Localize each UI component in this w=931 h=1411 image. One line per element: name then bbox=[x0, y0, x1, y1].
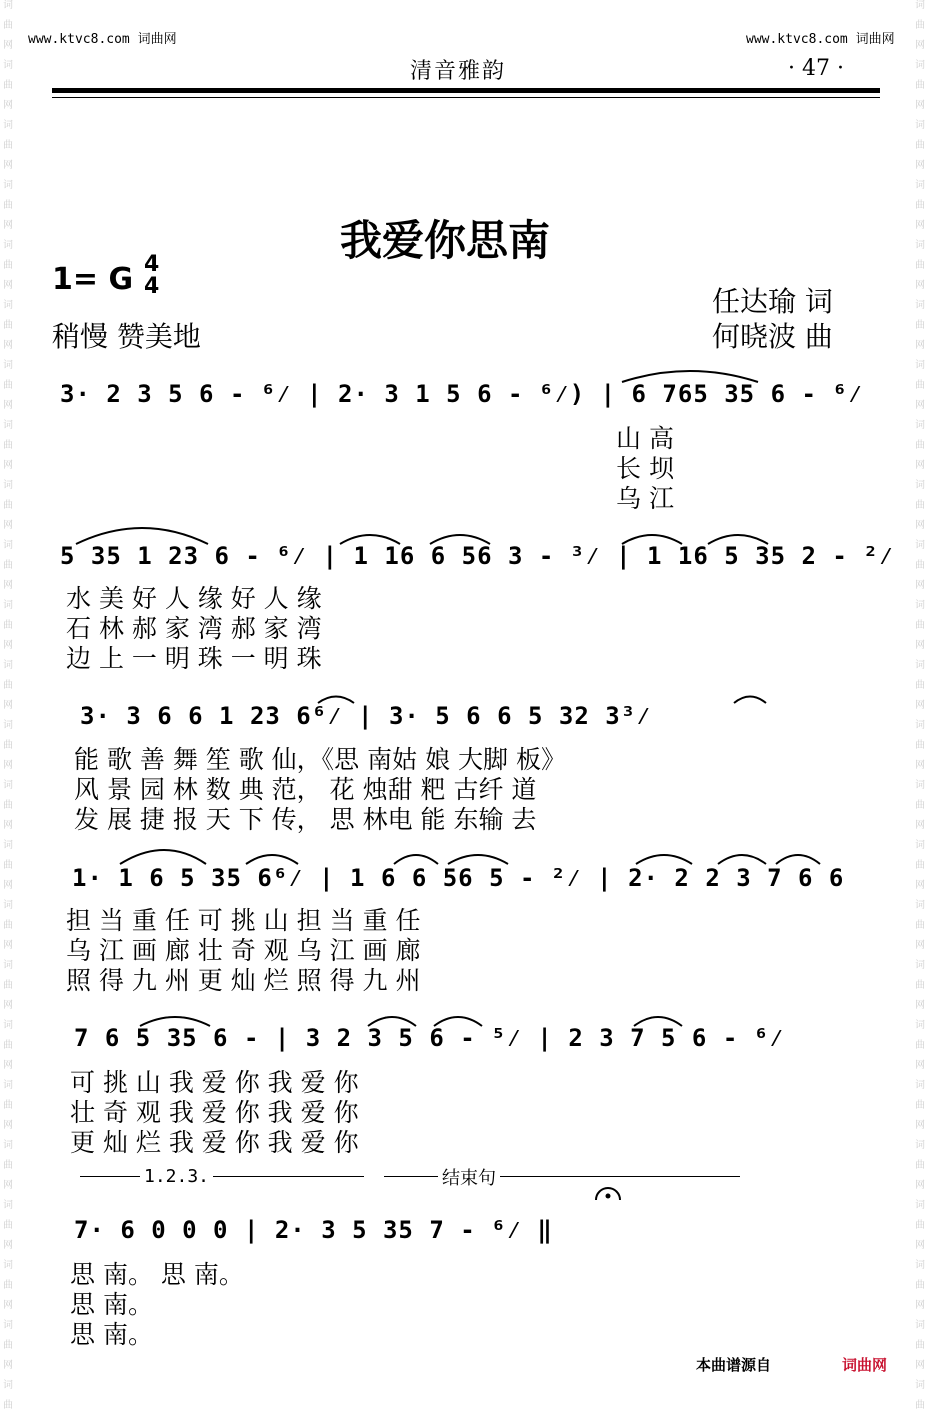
lyric-verse-1: 水 美 好 人 缘 好 人 缘 bbox=[66, 584, 322, 613]
watermark-glyph: 词 bbox=[3, 1020, 13, 1031]
key-signature: 1= G bbox=[52, 262, 134, 297]
watermark-glyph: 词 bbox=[915, 840, 925, 851]
watermark-glyph: 网 bbox=[3, 40, 13, 51]
watermark-glyph: 网 bbox=[3, 880, 13, 891]
watermark-glyph: 网 bbox=[915, 100, 925, 111]
watermark-glyph: 曲 bbox=[915, 1400, 925, 1411]
watermark-glyph: 曲 bbox=[3, 500, 13, 511]
watermark-glyph: 网 bbox=[3, 220, 13, 231]
watermark-glyph: 曲 bbox=[915, 800, 925, 811]
watermark-glyph: 曲 bbox=[915, 1040, 925, 1051]
watermark-glyph: 曲 bbox=[915, 140, 925, 151]
watermark-glyph: 曲 bbox=[3, 1040, 13, 1051]
watermark-glyph: 网 bbox=[915, 820, 925, 831]
book-title: 清音雅韵 bbox=[410, 59, 507, 84]
notation-line-3: 3· 3 6 6 1 23 6⁶⁄ | 3· 5 6 6 5 32 3³⁄ bbox=[80, 702, 652, 730]
watermark-glyph: 词 bbox=[915, 720, 925, 731]
watermark-glyph: 曲 bbox=[915, 440, 925, 451]
lyric-verse-3: 更 灿 烂 我 爱 你 我 爱 你 bbox=[70, 1128, 359, 1157]
lyrics-line-1 bbox=[616, 424, 674, 514]
notation-line-1: 3· 2 3 5 6 - ⁶⁄ | 2· 3 1 5 6 - ⁶⁄) | 6 765 35 6 - ⁶⁄ bbox=[60, 380, 864, 408]
watermark-glyph: 曲 bbox=[3, 380, 13, 391]
watermark-glyph: 曲 bbox=[3, 680, 13, 691]
watermark-glyph: 曲 bbox=[3, 140, 13, 151]
watermark-glyph: 词 bbox=[3, 720, 13, 731]
watermark-glyph: 网 bbox=[915, 640, 925, 651]
lyric-verse-3: 发 展 捷 报 天 下 传， 思 林电 能 东输 去 bbox=[74, 805, 537, 834]
url-left: www.ktvc8.com 词曲网 bbox=[28, 32, 177, 47]
lyric-verse-3: 照 得 九 州 更 灿 烂 照 得 九 州 bbox=[66, 966, 421, 995]
lyric-verse-2: 思 南。 bbox=[70, 1290, 153, 1319]
watermark-glyph: 曲 bbox=[915, 980, 925, 991]
watermark-glyph: 曲 bbox=[3, 1340, 13, 1351]
watermark-glyph: 词 bbox=[3, 960, 13, 971]
source-note: 本曲谱源自 bbox=[696, 1356, 772, 1374]
page-number: · 47 · bbox=[788, 56, 844, 81]
watermark-glyph: 曲 bbox=[915, 680, 925, 691]
watermark-glyph: 曲 bbox=[3, 920, 13, 931]
watermark-glyph: 词 bbox=[915, 240, 925, 251]
lyric-verse-2: 石 林 郝 家 湾 郝 家 湾 bbox=[66, 614, 322, 643]
watermark-glyph: 网 bbox=[915, 340, 925, 351]
time-signature-top: 4 bbox=[144, 252, 160, 277]
watermark-glyph: 词 bbox=[915, 1380, 925, 1391]
lyric-verse-3: 思 南。 bbox=[70, 1320, 153, 1349]
watermark-glyph: 词 bbox=[915, 1080, 925, 1091]
watermark-glyph: 词 bbox=[3, 1260, 13, 1271]
watermark-glyph: 词 bbox=[915, 1320, 925, 1331]
watermark-glyph: 曲 bbox=[3, 740, 13, 751]
watermark-glyph: 曲 bbox=[915, 260, 925, 271]
watermark-glyph: 词 bbox=[3, 240, 13, 251]
url-right: www.ktvc8.com 词曲网 bbox=[746, 32, 895, 47]
watermark-glyph: 词 bbox=[3, 1320, 13, 1331]
brand-link[interactable]: 词曲网 bbox=[842, 1356, 888, 1374]
watermark-glyph: 网 bbox=[3, 820, 13, 831]
watermark-glyph: 网 bbox=[3, 580, 13, 591]
watermark-glyph: 词 bbox=[915, 60, 925, 71]
watermark-glyph: 词 bbox=[3, 120, 13, 131]
watermark-glyph: 曲 bbox=[915, 320, 925, 331]
lyric-verse-3: 乌 江 bbox=[616, 484, 674, 513]
watermark-glyph: 词 bbox=[915, 360, 925, 371]
watermark-glyph: 词 bbox=[3, 780, 13, 791]
watermark-glyph: 网 bbox=[915, 40, 925, 51]
watermark-glyph: 曲 bbox=[915, 1340, 925, 1351]
watermark-glyph: 词 bbox=[3, 900, 13, 911]
watermark-glyph: 词 bbox=[915, 1020, 925, 1031]
watermark-glyph: 词 bbox=[3, 1380, 13, 1391]
watermark-glyph: 网 bbox=[3, 1060, 13, 1071]
lyrics-line-5 bbox=[70, 1068, 359, 1158]
watermark-glyph: 词 bbox=[3, 180, 13, 191]
watermark-glyph: 曲 bbox=[915, 860, 925, 871]
watermark-glyph: 网 bbox=[915, 580, 925, 591]
watermark-glyph: 词 bbox=[915, 300, 925, 311]
watermark-glyph: 网 bbox=[915, 1060, 925, 1071]
watermark-glyph: 网 bbox=[915, 1240, 925, 1251]
watermark-glyph: 词 bbox=[915, 1260, 925, 1271]
watermark-glyph: 曲 bbox=[915, 920, 925, 931]
time-signature-bottom: 4 bbox=[144, 274, 160, 299]
watermark-glyph: 网 bbox=[915, 460, 925, 471]
lyric-verse-2: 风 景 园 林 数 典 范， 花 烛甜 粑 古纤 道 bbox=[74, 775, 537, 804]
first-ending-label: 1.2.3. bbox=[140, 1166, 213, 1187]
watermark-glyph: 网 bbox=[3, 640, 13, 651]
watermark-glyph: 曲 bbox=[3, 200, 13, 211]
watermark-glyph: 网 bbox=[915, 1180, 925, 1191]
watermark-glyph: 网 bbox=[3, 340, 13, 351]
composer-credit: 何晓波 曲 bbox=[712, 320, 833, 353]
watermark-glyph: 曲 bbox=[915, 500, 925, 511]
watermark-glyph: 网 bbox=[3, 1300, 13, 1311]
song-title: 我爱你思南 bbox=[340, 216, 551, 265]
watermark-glyph: 网 bbox=[915, 940, 925, 951]
lyric-verse-1: 可 挑 山 我 爱 你 我 爱 你 bbox=[70, 1068, 359, 1097]
watermark-glyph: 词 bbox=[915, 120, 925, 131]
tempo-marking: 稍慢 赞美地 bbox=[52, 320, 201, 353]
watermark-glyph: 词 bbox=[3, 420, 13, 431]
watermark-glyph: 曲 bbox=[915, 1220, 925, 1231]
watermark-glyph: 曲 bbox=[3, 1280, 13, 1291]
lyrics-line-3 bbox=[74, 745, 566, 835]
watermark-glyph: 曲 bbox=[915, 740, 925, 751]
watermark-glyph: 网 bbox=[915, 220, 925, 231]
watermark-glyph: 曲 bbox=[3, 800, 13, 811]
watermark-glyph: 曲 bbox=[3, 320, 13, 331]
watermark-glyph: 曲 bbox=[3, 860, 13, 871]
lyric-verse-2: 乌 江 画 廊 壮 奇 观 乌 江 画 廊 bbox=[66, 936, 421, 965]
watermark-glyph: 词 bbox=[3, 660, 13, 671]
watermark-glyph: 曲 bbox=[915, 380, 925, 391]
watermark-glyph: 网 bbox=[3, 460, 13, 471]
watermark-glyph: 网 bbox=[3, 940, 13, 951]
lyric-verse-1: 山 高 bbox=[616, 424, 674, 453]
watermark-glyph: 网 bbox=[915, 760, 925, 771]
lyric-verse-1: 思 南。 思 南。 bbox=[70, 1260, 244, 1289]
watermark-glyph: 曲 bbox=[3, 20, 13, 31]
lyrics-line-4 bbox=[66, 906, 420, 996]
watermark-glyph: 网 bbox=[915, 1120, 925, 1131]
watermark-glyph: 网 bbox=[3, 1360, 13, 1371]
watermark-glyph: 词 bbox=[3, 360, 13, 371]
lyric-verse-2: 壮 奇 观 我 爱 你 我 爱 你 bbox=[70, 1098, 359, 1127]
watermark-glyph: 网 bbox=[3, 1120, 13, 1131]
watermark-glyph: 网 bbox=[3, 520, 13, 531]
watermark-glyph: 词 bbox=[915, 960, 925, 971]
watermark-glyph: 曲 bbox=[3, 1160, 13, 1171]
watermark-glyph: 曲 bbox=[3, 1100, 13, 1111]
watermark-glyph: 词 bbox=[915, 780, 925, 791]
watermark-glyph: 网 bbox=[915, 700, 925, 711]
lyricist-credit: 任达瑜 词 bbox=[712, 285, 833, 318]
watermark-glyph: 网 bbox=[915, 1300, 925, 1311]
watermark-glyph: 曲 bbox=[3, 980, 13, 991]
watermark-glyph: 曲 bbox=[3, 1400, 13, 1411]
watermark-glyph: 词 bbox=[3, 600, 13, 611]
watermark-glyph: 曲 bbox=[915, 80, 925, 91]
lyric-verse-2: 长 坝 bbox=[616, 454, 674, 483]
watermark-glyph: 网 bbox=[3, 100, 13, 111]
watermark-glyph: 网 bbox=[3, 280, 13, 291]
watermark-glyph: 网 bbox=[3, 700, 13, 711]
watermark-glyph: 词 bbox=[3, 1140, 13, 1151]
watermark-glyph: 词 bbox=[915, 1200, 925, 1211]
watermark-glyph: 词 bbox=[3, 1200, 13, 1211]
watermark-glyph: 网 bbox=[3, 1240, 13, 1251]
watermark-glyph: 曲 bbox=[3, 1220, 13, 1231]
watermark-glyph: 网 bbox=[915, 160, 925, 171]
watermark-glyph: 网 bbox=[3, 1180, 13, 1191]
first-ending-bracket bbox=[80, 1176, 364, 1177]
notation-line-5: 7 6 5 35 6 - | 3 2 3 5 6 - ⁵⁄ | 2 3 7 5 6 - ⁶⁄ bbox=[74, 1024, 785, 1052]
watermark-glyph: 词 bbox=[3, 480, 13, 491]
watermark-glyph: 曲 bbox=[915, 620, 925, 631]
watermark-glyph: 词 bbox=[3, 840, 13, 851]
lyric-verse-1: 能 歌 善 舞 笙 歌 仙，《思 南姑 娘 大脚 板》 bbox=[74, 745, 566, 774]
watermark-glyph: 曲 bbox=[915, 1160, 925, 1171]
watermark-glyph: 词 bbox=[3, 0, 13, 11]
watermark-glyph: 网 bbox=[915, 280, 925, 291]
lyrics-line-6 bbox=[70, 1260, 244, 1350]
watermark-glyph: 曲 bbox=[3, 620, 13, 631]
watermark-glyph: 词 bbox=[3, 300, 13, 311]
watermark-glyph: 词 bbox=[915, 420, 925, 431]
watermark-glyph: 词 bbox=[915, 0, 925, 11]
lyric-verse-1: 担 当 重 任 可 挑 山 担 当 重 任 bbox=[66, 906, 421, 935]
watermark-glyph: 词 bbox=[3, 60, 13, 71]
watermark-glyph: 曲 bbox=[3, 560, 13, 571]
watermark-glyph: 网 bbox=[915, 880, 925, 891]
watermark-glyph: 曲 bbox=[3, 260, 13, 271]
watermark-glyph: 曲 bbox=[915, 20, 925, 31]
watermark-glyph: 网 bbox=[915, 400, 925, 411]
watermark-glyph: 曲 bbox=[915, 560, 925, 571]
watermark-glyph: 曲 bbox=[915, 1280, 925, 1291]
watermark-glyph: 曲 bbox=[915, 200, 925, 211]
watermark-glyph: 网 bbox=[3, 760, 13, 771]
watermark-glyph: 曲 bbox=[3, 80, 13, 91]
watermark-glyph: 词 bbox=[915, 180, 925, 191]
watermark-glyph: 词 bbox=[915, 900, 925, 911]
notation-line-6: 7· 6 0 0 0 | 2· 3 5 35 7 - ⁶⁄ ‖ bbox=[74, 1216, 553, 1244]
notation-line-4: 1· 1 6 5 35 6⁶⁄ | 1 6 6 56 5 - ²⁄ | 2· 2 2 3 7 6 6 bbox=[72, 864, 845, 892]
lyrics-line-2 bbox=[66, 584, 322, 674]
lyric-verse-3: 边 上 一 明 珠 一 明 珠 bbox=[66, 644, 322, 673]
watermark-glyph: 网 bbox=[3, 160, 13, 171]
watermark-glyph: 词 bbox=[915, 600, 925, 611]
watermark-glyph: 曲 bbox=[915, 1100, 925, 1111]
watermark-glyph: 词 bbox=[915, 660, 925, 671]
watermark-glyph: 网 bbox=[3, 400, 13, 411]
watermark-glyph: 网 bbox=[915, 1000, 925, 1011]
notation-line-2: 5 35 1 23 6 - ⁶⁄ | 1 16 6 56 3 - ³⁄ | 1 16 5 35 2 - ²⁄ bbox=[60, 542, 895, 570]
watermark-glyph: 词 bbox=[3, 1080, 13, 1091]
watermark-glyph: 词 bbox=[915, 1140, 925, 1151]
watermark-glyph: 网 bbox=[915, 1360, 925, 1371]
watermark-glyph: 网 bbox=[3, 1000, 13, 1011]
final-ending-label: 结束句 bbox=[438, 1164, 500, 1190]
watermark-glyph: 词 bbox=[915, 540, 925, 551]
watermark-glyph: 词 bbox=[915, 480, 925, 491]
watermark-glyph: 词 bbox=[3, 540, 13, 551]
watermark-glyph: 曲 bbox=[3, 440, 13, 451]
watermark-glyph: 网 bbox=[915, 520, 925, 531]
